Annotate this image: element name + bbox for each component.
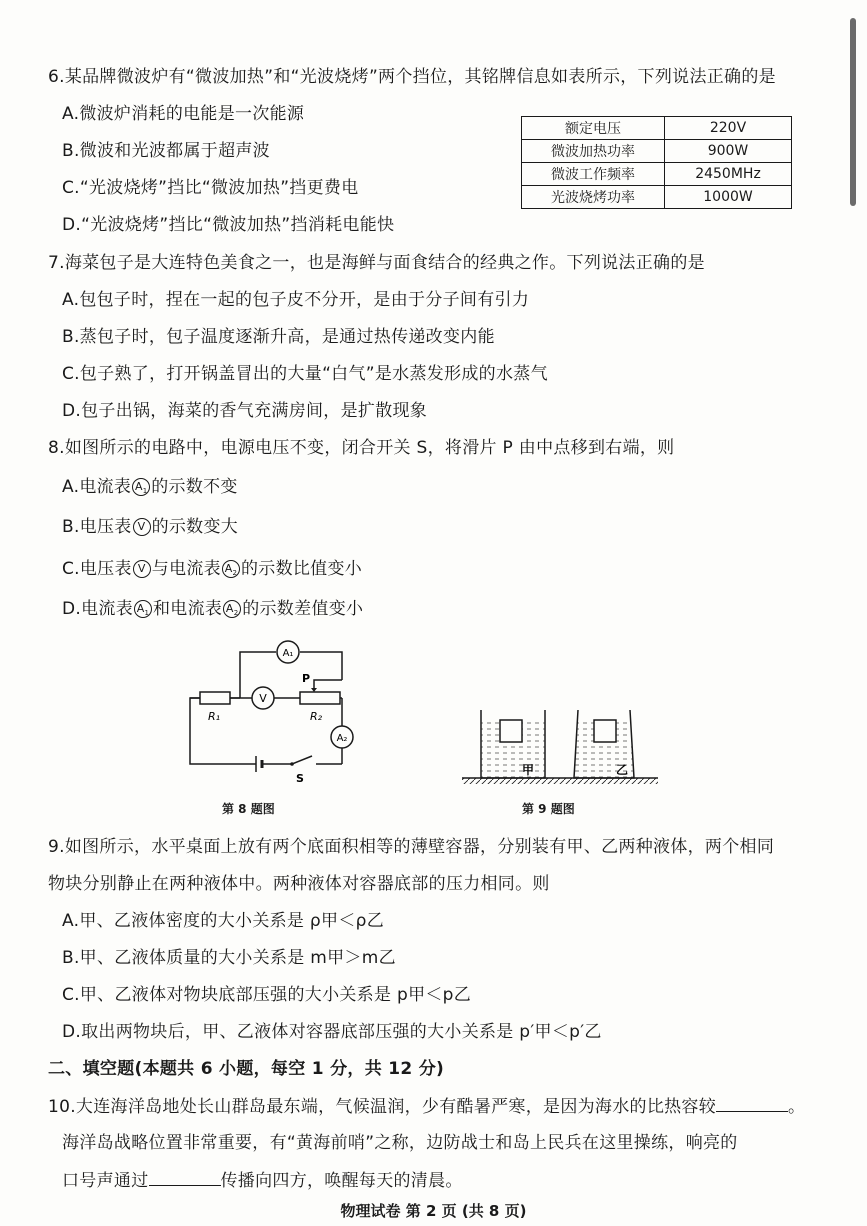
- label-yi: 乙: [616, 763, 629, 777]
- table-hatch: [462, 778, 658, 784]
- q9-option-d: D.取出两物块后，甲、乙液体对容器底部压强的大小关系是 p′甲＜p′乙: [62, 1022, 602, 1042]
- q9-option-c: C.甲、乙液体对物块底部压强的大小关系是 p甲＜p乙: [62, 985, 472, 1005]
- ammeter-a1-label: A₁: [282, 648, 294, 659]
- meter-subscript: 2: [233, 609, 239, 618]
- option-text: 的示数差值变小: [242, 599, 364, 619]
- q8-option-b: [62, 516, 238, 538]
- switch-s-label: S: [296, 772, 304, 784]
- label-jia: 甲: [522, 763, 535, 777]
- meter-letter: A: [224, 562, 233, 575]
- meter-subscript: 2: [232, 569, 238, 578]
- table-row: [522, 140, 792, 163]
- option-text: 和电流表: [153, 599, 223, 619]
- q6-stem: 6.某品牌微波炉有“微波加热”和“光波烧烤”两个挡位，其铭牌信息如表所示，下列说法正确的是: [48, 67, 776, 87]
- meter-letter: A: [136, 602, 145, 615]
- table-cell-value: 900W: [665, 140, 792, 163]
- ammeter-a2-label: A₂: [336, 733, 348, 744]
- option-text: 的示数变大: [151, 517, 239, 537]
- q6-option-c: C.“光波烧烤”挡比“微波加热”挡更费电: [62, 178, 359, 198]
- voltmeter-label: V: [259, 692, 267, 705]
- q8-option-d: [62, 598, 363, 620]
- q10-text: 口号声通过: [62, 1171, 149, 1191]
- meter-letter: A: [134, 480, 143, 493]
- q6-option-d: D.“光波烧烤”挡比“微波加热”挡消耗电能快: [62, 215, 395, 235]
- q8-option-a: [62, 476, 238, 498]
- figure8-caption: 第 8 题图: [222, 802, 275, 816]
- scrollbar[interactable]: [850, 18, 856, 206]
- q7-option-a: A.包包子时，捏在一起的包子皮不分开，是由于分子间有引力: [62, 290, 530, 310]
- option-text: C.电压表: [62, 559, 132, 579]
- option-text: 的示数不变: [151, 477, 238, 497]
- q7-option-b: B.蒸包子时，包子温度逐渐升高，是通过热传递改变内能: [62, 327, 495, 347]
- block-yi: [594, 720, 616, 742]
- option-text: A.电流表: [62, 477, 132, 497]
- page-footer: 物理试卷 第 2 页 (共 8 页): [340, 1202, 527, 1220]
- voltmeter-symbol: [133, 560, 151, 578]
- figure9-caption: 第 9 题图: [522, 802, 575, 816]
- q8-stem: 8.如图所示的电路中，电源电压不变，闭合开关 S，将滑片 P 由中点移到右端，则: [48, 438, 675, 458]
- ammeter-a2-symbol: [223, 600, 241, 618]
- table-cell-key: 微波加热功率: [522, 140, 665, 163]
- table-cell-key: 额定电压: [522, 117, 665, 140]
- q8-option-c: [62, 558, 362, 580]
- q9-option-a: A.甲、乙液体密度的大小关系是 ρ甲＜ρ乙: [62, 911, 385, 931]
- voltmeter-symbol: [133, 518, 151, 536]
- answer-blank-2[interactable]: [149, 1169, 221, 1186]
- r1-label: R₁: [208, 710, 221, 723]
- table-cell-value: 2450MHz: [665, 163, 792, 186]
- meter-letter: A: [225, 602, 234, 615]
- r2-label: R₂: [310, 710, 323, 723]
- option-text: 与电流表: [151, 559, 221, 579]
- table-cell-key: 微波工作频率: [522, 163, 665, 186]
- table-row: [522, 117, 792, 140]
- option-text: B.电压表: [62, 517, 132, 537]
- q10-line3: [62, 1169, 463, 1192]
- slider-p-label: P: [302, 672, 311, 685]
- q7-stem: 7.海菜包子是大连特色美食之一，也是海鲜与面食结合的经典之作。下列说法正确的是: [48, 253, 705, 273]
- q9-stem-line1: 9.如图所示，水平桌面上放有两个底面积相等的薄壁容器，分别装有甲、乙两种液体，两个相同: [48, 837, 775, 857]
- q10-line1: [48, 1095, 805, 1118]
- meter-letter: V: [137, 562, 146, 575]
- table-row: [522, 186, 792, 209]
- ammeter-a1-symbol: [132, 478, 150, 496]
- option-text: D.电流表: [62, 599, 133, 619]
- q9-stem-line2: 物块分别静止在两种液体中。两种液体对容器底部的压力相同。则: [48, 874, 550, 894]
- circuit-diagram: [180, 636, 360, 784]
- q9-option-b: B.甲、乙液体质量的大小关系是 m甲＞m乙: [62, 948, 396, 968]
- meter-subscript: 1: [142, 487, 148, 496]
- q7-option-c: C.包子熟了，打开锅盖冒出的大量“白气”是水蒸发形成的水蒸气: [62, 364, 548, 384]
- q6-option-a: A.微波炉消耗的电能是一次能源: [62, 104, 305, 124]
- table-row: [522, 163, 792, 186]
- answer-blank-1[interactable]: [716, 1095, 788, 1112]
- switch-pivot: [290, 762, 294, 766]
- section2-title: 二、填空题(本题共 6 小题，每空 1 分，共 12 分): [48, 1059, 445, 1079]
- q7-option-d: D.包子出锅，海菜的香气充满房间，是扩散现象: [62, 401, 428, 421]
- ammeter-a2-symbol: [222, 560, 240, 578]
- block-jia: [500, 720, 522, 742]
- table-cell-key: 光波烧烤功率: [522, 186, 665, 209]
- containers-diagram: [462, 702, 658, 786]
- meter-subscript: 1: [144, 609, 150, 618]
- ammeter-a1-symbol: [134, 600, 152, 618]
- q10-text-end: 。: [788, 1097, 806, 1117]
- table-cell-value: 1000W: [665, 186, 792, 209]
- meter-letter: V: [137, 520, 146, 533]
- nameplate-table: [521, 116, 792, 209]
- q10-line2: 海洋岛战略位置非常重要，有“黄海前哨”之称，边防战士和岛上民兵在这里操练，响亮的: [62, 1133, 738, 1153]
- table-cell-value: 220V: [665, 117, 792, 140]
- q10-text: 10.大连海洋岛地处长山群岛最东端，气候温润，少有酷暑严寒，是因为海水的比热容较: [48, 1097, 717, 1117]
- option-text: 的示数比值变小: [240, 559, 363, 579]
- q10-text: 传播向四方，唤醒每天的清晨。: [220, 1171, 463, 1191]
- q6-option-b: B.微波和光波都属于超声波: [62, 141, 270, 161]
